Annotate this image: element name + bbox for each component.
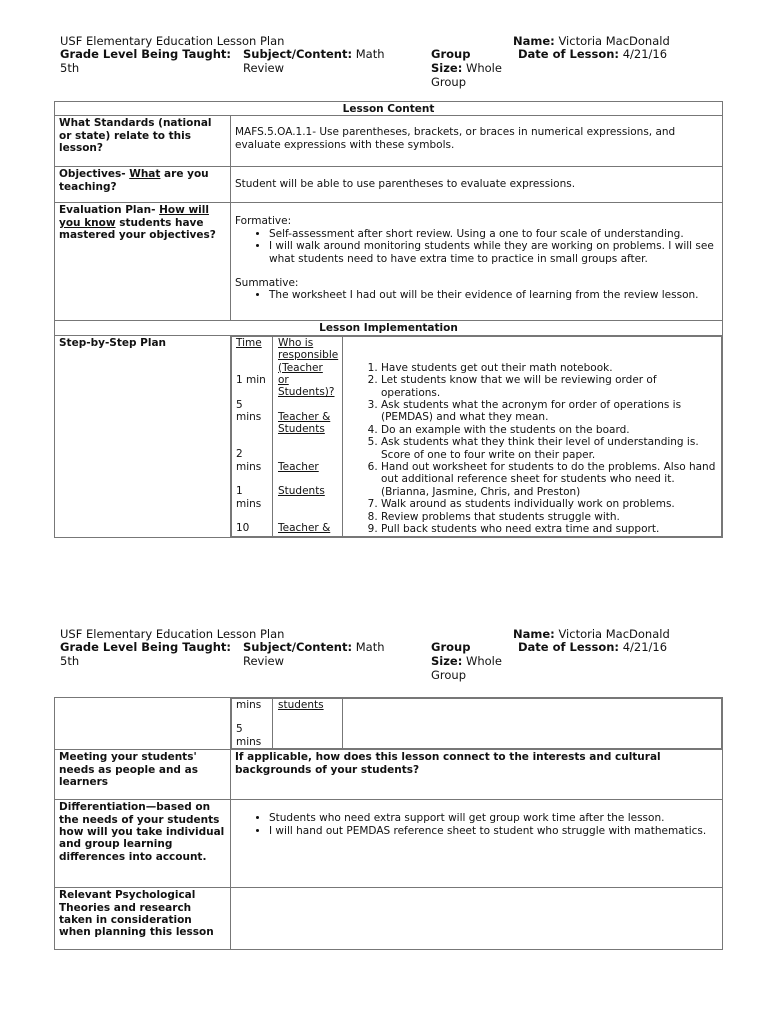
date-field: [518, 641, 667, 654]
psychological-theories-answer: [231, 888, 723, 950]
standards-answer: [231, 116, 723, 167]
who-entry: Teacher &: [278, 410, 331, 423]
time-entry: mins: [236, 411, 262, 424]
steps-list: [343, 362, 717, 536]
meeting-needs-answer: If applicable, how does this lesson connect to the interests and cultural backgrounds of your students?: [231, 750, 723, 800]
formative-item: • I will walk around monitoring students while they are working on problems. I will see what students need to have extra time to practice in small groups after.: [269, 240, 718, 265]
date-label: Date of Lesson:: [518, 47, 620, 61]
summative-label: Summative:: [235, 277, 299, 290]
school-title: USF Elementary Education Lesson Plan: [60, 627, 285, 641]
subject-field: [243, 641, 385, 654]
group-size: [431, 655, 502, 668]
step-item: 2. Let students know that we will be reviewing order of operations.: [381, 374, 717, 399]
differentiation-item: • I will hand out PEMDAS reference sheet to student who struggle with mathematics.: [269, 825, 718, 837]
step-item: 8. Review problems that students struggle with.: [381, 511, 717, 523]
group-value-2: Group: [431, 75, 467, 89]
time-entry: mins: [236, 460, 262, 473]
standards-answer-line-1: MAFS.5.OA.1.1- Use parentheses, brackets, or braces in numerical expressions, and: [235, 126, 676, 139]
who-entry: Students: [278, 423, 325, 436]
time-entry: 2: [236, 448, 243, 461]
step-item: 7. Walk around as students individually work on problems.: [381, 498, 717, 510]
date-value: 4/21/16: [622, 640, 668, 654]
who-entry: Teacher &: [278, 522, 331, 535]
group-label: Group: [431, 47, 471, 61]
step-by-step-content: [231, 335, 723, 537]
subject-label: Subject/Content:: [243, 640, 353, 654]
time-entry: 1: [236, 485, 243, 498]
name-label: Name:: [513, 34, 555, 48]
time-column: [232, 336, 273, 536]
time-entry: mins: [236, 497, 262, 510]
continued-inner-table: [231, 698, 722, 749]
steps-column: [343, 336, 722, 536]
grade-value: 5th: [60, 654, 80, 668]
step-item: 9. Pull back students who need extra time and support.: [381, 523, 717, 535]
name-value: Victoria MacDonald: [558, 34, 670, 48]
formative-list: [235, 228, 718, 265]
objectives-answer: Student will be able to use parentheses to evaluate expressions.: [231, 167, 723, 203]
time-entry: 1 min: [236, 374, 266, 387]
lesson-plan-table-page2: [54, 697, 723, 950]
subject-value-2: Review: [243, 654, 285, 668]
who-entry: students: [278, 699, 324, 711]
continued-steps: [231, 698, 723, 750]
objectives-question: [55, 167, 231, 203]
time-header: Time: [236, 336, 262, 349]
evaluation-answer: [231, 203, 723, 321]
date-field: [518, 48, 667, 61]
time-entry: 5: [236, 723, 243, 736]
group-value-2: Group: [431, 668, 467, 682]
time-entry: 10: [236, 522, 250, 535]
objectives-q-post: are you teaching?: [59, 168, 209, 193]
school-title: USF Elementary Education Lesson Plan: [60, 34, 285, 48]
formative-label: Formative:: [235, 215, 292, 228]
who-header: Who is responsible (Teacher or Students)?: [278, 336, 339, 399]
summative-item: • The worksheet I had out will be their evidence of learning from the review lesson.: [269, 289, 718, 301]
time-entry: 5: [236, 398, 243, 411]
evaluation-question: [55, 203, 231, 321]
step-item: 6. Hand out worksheet for students to do the problems. Also hand out additional reference sheet for students who need it. (Brianna, Jasmine, Chris, and Preston): [381, 461, 717, 498]
group-size-label: Size:: [431, 654, 463, 668]
differentiation-question: Differentiation—based on the needs of your students how will you take individual and group learning differences into account.: [55, 800, 231, 888]
standards-answer-line-2: evaluate expressions with these symbols.: [235, 138, 455, 151]
lesson-plan-table-page1: [54, 101, 723, 538]
group-size-label: Size:: [431, 61, 463, 75]
lesson-content-title: Lesson Content: [55, 102, 723, 116]
lesson-implementation-title: Lesson Implementation: [55, 321, 723, 335]
summative-list: [235, 289, 718, 301]
differentiation-item: • Students who need extra support will get group work time after the lesson.: [269, 812, 718, 824]
eval-q-underlined: How will you know: [59, 204, 209, 229]
objectives-q-pre: Objectives-: [59, 168, 130, 181]
subject-field: [243, 48, 385, 61]
step-item: 3. Ask students what the acronym for order of operations is (PEMDAS) and what they mean.: [381, 399, 717, 424]
step-item: 4. Do an example with the students on the board.: [381, 424, 717, 436]
grade-value: 5th: [60, 61, 80, 75]
step-by-step-label: Step-by-Step Plan: [55, 335, 231, 537]
subject-label: Subject/Content:: [243, 47, 353, 61]
group-label: Group: [431, 640, 471, 654]
step-item: 5. Ask students what they think their level of understanding is. Score of one to four write on their paper.: [381, 436, 717, 461]
subject-value-2: Review: [243, 61, 285, 75]
group-value: Whole: [465, 61, 502, 75]
group-size: [431, 62, 502, 75]
eval-q-post: students have mastered your objectives?: [59, 216, 216, 242]
group-value: Whole: [465, 654, 502, 668]
formative-item: • Self-assessment after short review. Using a one to four scale of understanding.: [269, 228, 718, 240]
continued-left-cell: [55, 698, 231, 750]
name-label: Name:: [513, 627, 555, 641]
objectives-q-underlined: What: [129, 168, 161, 181]
grade-label: Grade Level Being Taught:: [60, 47, 232, 61]
date-label: Date of Lesson:: [518, 640, 620, 654]
differentiation-list: [235, 812, 718, 837]
step-item: 1. Have students get out their math notebook.: [381, 362, 717, 374]
steps-column: [343, 699, 722, 749]
name-value: Victoria MacDonald: [558, 627, 670, 641]
time-column: [232, 699, 273, 749]
grade-label: Grade Level Being Taught:: [60, 640, 232, 654]
time-entry: mins: [236, 735, 262, 748]
time-entry: mins: [236, 699, 262, 711]
who-entry: Students: [278, 485, 325, 498]
meeting-needs-question: Meeting your students' needs as people and as learners: [55, 750, 231, 800]
psychological-theories-question: Relevant Psychological Theories and research taken in consideration when planning this lesson: [55, 888, 231, 950]
who-column: [273, 699, 343, 749]
who-column: [273, 336, 343, 536]
standards-question: What Standards (national or state) relate to this lesson?: [55, 116, 231, 167]
who-entry: Teacher: [278, 460, 319, 473]
subject-value: Math: [355, 640, 385, 654]
date-value: 4/21/16: [622, 47, 668, 61]
step-inner-table: [231, 336, 722, 537]
differentiation-answer: [231, 800, 723, 888]
subject-value: Math: [355, 47, 385, 61]
eval-q-pre: Evaluation Plan-: [59, 204, 160, 217]
